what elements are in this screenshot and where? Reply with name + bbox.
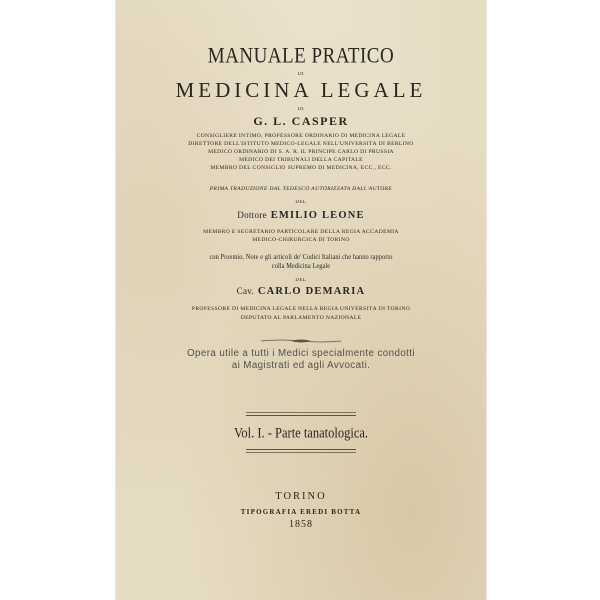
- imprint-printer: TIPOGRAFIA EREDI BOTTA: [240, 508, 362, 516]
- translator-name: [116, 210, 486, 221]
- translator-credential: MEDICO-CHIRURGICA DI TORINO: [252, 237, 350, 243]
- translator-surname: EMILIO LEONE: [270, 210, 365, 221]
- volume-label: Vol. I. - Parte tanatologica.: [233, 424, 369, 441]
- translator-prefix: Dottore: [237, 210, 267, 220]
- translator-connector: DEL: [295, 200, 307, 205]
- ornamental-divider: [261, 331, 341, 337]
- editor-credential: PROFESSORE DI MEDICINA LEGALE NELLA REGIA UNIVERSITÀ DI TORINO: [191, 306, 411, 312]
- author-credential: DIRETTORE DELL'ISTITUTO MEDICO-LEGALE NELL'UNIVERSITÀ DI BERLINO: [188, 141, 414, 147]
- editor-name: [116, 286, 486, 297]
- volume-rule-top: [246, 412, 356, 413]
- audience-line: ai Magistrati ed agli Avvocati.: [231, 360, 371, 371]
- imprint-city: TORINO: [275, 491, 327, 502]
- author-credential: MEMBRO DEL CONSIGLIO SUPREMO DI MEDICINA, ECC., ECC.: [210, 165, 392, 171]
- author-connector: DI: [297, 107, 305, 112]
- title-line-2: MEDICINA LEGALE: [175, 78, 427, 102]
- author-name: G. L. CASPER: [253, 114, 349, 128]
- imprint-year: 1858: [289, 519, 313, 530]
- editor-surname: CARLO DEMARIA: [257, 286, 366, 297]
- editor-prefix: Cav.: [236, 286, 255, 296]
- notes-line: con Proemio, Note e gli articoli de' Codici Italiani che hanno rapporto: [209, 253, 393, 262]
- volume-rule-bottom: [246, 449, 356, 450]
- author-credential: CONSIGLIERE INTIMO, PROFESSORE ORDINARIO DI MEDICINA LEGALE: [196, 133, 406, 139]
- volume-rule-bottom-double: [246, 452, 356, 453]
- translator-credential: MEMBRO E SEGRETARIO PARTICOLARE DELLA REGIA ACCADEMIA: [203, 229, 399, 235]
- volume-rule-top-double: [246, 415, 356, 416]
- title-line-1: MANUALE PRATICO: [207, 44, 395, 69]
- audience-line: Opera utile a tutti i Medici specialmente condotti: [186, 348, 416, 359]
- notes-line: colla Medicina Legale: [271, 262, 331, 271]
- editor-connector: DEL: [295, 278, 307, 283]
- editor-credential: DEPUTATO AL PARLAMENTO NAZIONALE: [240, 315, 362, 321]
- title-page: [116, 0, 486, 600]
- author-credential: MEDICO DEI TRIBUNALI DELLA CAPITALE: [239, 157, 363, 163]
- title-connector: DI: [297, 72, 305, 77]
- translation-statement: PRIMA TRADUZIONE DAL TEDESCO AUTORIZZATA DALL'AUTORE: [209, 186, 393, 192]
- author-credential: MEDICO ORDINARIO DI S. A. R. IL PRINCIPE CARLO DI PRUSSIA: [208, 149, 394, 155]
